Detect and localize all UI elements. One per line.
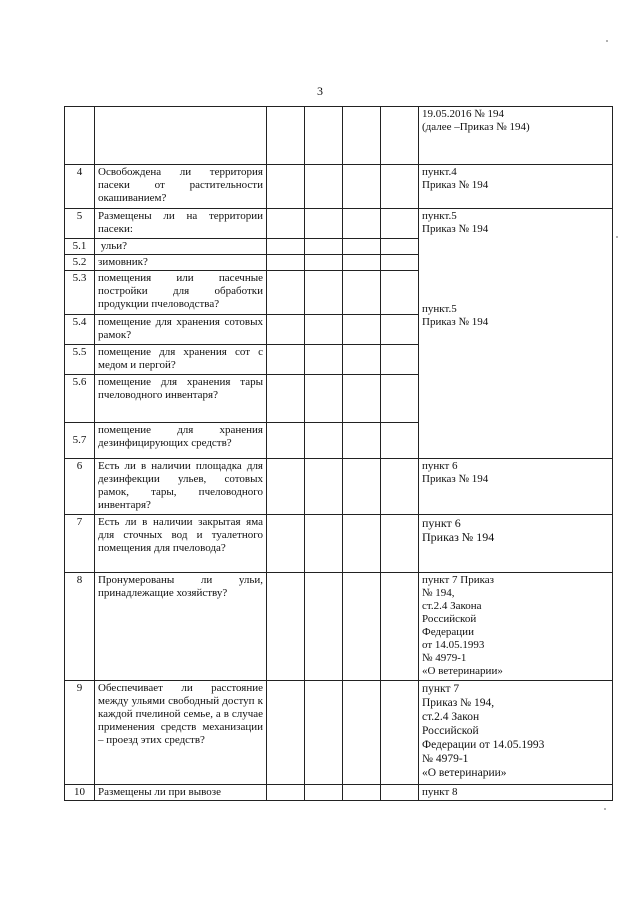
question-cell: помещение для хранения сот с медом и пергой?: [95, 345, 267, 375]
row-number: 8: [65, 573, 95, 681]
answer-na-cell: [343, 681, 381, 785]
comment-cell: [381, 165, 419, 209]
answer-na-cell: [343, 375, 381, 423]
comment-cell: [381, 345, 419, 375]
answer-yes-cell: [267, 239, 305, 255]
question-cell: Пронумерованы ли ульи, принадлежащие хозяйству?: [95, 573, 267, 681]
answer-no-cell: [305, 573, 343, 681]
answer-no-cell: [305, 107, 343, 165]
table-row: [65, 573, 613, 681]
comment-cell: [381, 515, 419, 573]
page-number: 3: [317, 84, 323, 98]
question-cell: помещения или пасечные постройки для обработки продукции пчеловодства?: [95, 271, 267, 315]
answer-yes-cell: [267, 515, 305, 573]
comment-cell: [381, 271, 419, 315]
comment-cell: [381, 209, 419, 239]
row-number: 9: [65, 681, 95, 785]
reference-cell: пункт.4 Приказ № 194: [419, 165, 613, 209]
answer-yes-cell: [267, 459, 305, 515]
question-cell: Размещены ли на территории пасеки:: [95, 209, 267, 239]
answer-no-cell: [305, 515, 343, 573]
answer-no-cell: [305, 681, 343, 785]
row-number: 4: [65, 165, 95, 209]
row-number: 5.6: [65, 375, 95, 423]
comment-cell: [381, 423, 419, 459]
answer-yes-cell: [267, 785, 305, 801]
answer-na-cell: [343, 271, 381, 315]
answer-no-cell: [305, 239, 343, 255]
comment-cell: [381, 681, 419, 785]
question-cell: зимовник?: [95, 255, 267, 271]
comment-cell: [381, 315, 419, 345]
reference-cell: пункт.5 Приказ № 194: [419, 209, 613, 239]
answer-no-cell: [305, 165, 343, 209]
table-row: [65, 515, 613, 573]
answer-no-cell: [305, 345, 343, 375]
reference-cell: пункт 6 Приказ № 194: [419, 459, 613, 515]
question-cell: ульи?: [95, 239, 267, 255]
table-row: [65, 239, 613, 255]
reference-cell: 19.05.2016 № 194 (далее –Приказ № 194): [419, 107, 613, 165]
answer-na-cell: [343, 255, 381, 271]
answer-yes-cell: [267, 423, 305, 459]
comment-cell: [381, 239, 419, 255]
answer-na-cell: [343, 165, 381, 209]
table-row: [65, 459, 613, 515]
question-cell: помещение для хранения сотовых рамок?: [95, 315, 267, 345]
row-number: 5.5: [65, 345, 95, 375]
reference-cell: пункт 7 Приказ № 194, ст.2.4 Закон Российской Федерации от 14.05.1993 № 4979-1 «О ветеринарии»: [419, 681, 613, 785]
comment-cell: [381, 107, 419, 165]
row-number: 5: [65, 209, 95, 239]
scan-speck: [606, 40, 608, 42]
row-number: [65, 107, 95, 165]
scan-speck: [616, 236, 618, 238]
answer-na-cell: [343, 423, 381, 459]
answer-na-cell: [343, 573, 381, 681]
answer-na-cell: [343, 107, 381, 165]
table-row: [65, 681, 613, 785]
answer-no-cell: [305, 785, 343, 801]
row-number: 5.1: [65, 239, 95, 255]
answer-yes-cell: [267, 165, 305, 209]
answer-no-cell: [305, 209, 343, 239]
row-number: 7: [65, 515, 95, 573]
comment-cell: [381, 255, 419, 271]
answer-no-cell: [305, 459, 343, 515]
question-cell: помещение для хранения тары пчеловодного инвентаря?: [95, 375, 267, 423]
answer-na-cell: [343, 459, 381, 515]
answer-yes-cell: [267, 375, 305, 423]
question-cell: Есть ли в наличии закрытая яма для сточных вод и туалетного помещения для пчеловода?: [95, 515, 267, 573]
row-number: 5.4: [65, 315, 95, 345]
answer-na-cell: [343, 515, 381, 573]
table-row: [65, 209, 613, 239]
answer-no-cell: [305, 255, 343, 271]
question-cell: помещение для хранения дезинфицирующих средств?: [95, 423, 267, 459]
answer-yes-cell: [267, 315, 305, 345]
answer-yes-cell: [267, 255, 305, 271]
comment-cell: [381, 573, 419, 681]
answer-yes-cell: [267, 271, 305, 315]
answer-yes-cell: [267, 681, 305, 785]
answer-na-cell: [343, 239, 381, 255]
reference-cell: пункт 7 Приказ № 194, ст.2.4 Закона Российской Федерации от 14.05.1993 № 4979-1 «О ветеринарии»: [419, 573, 613, 681]
answer-yes-cell: [267, 107, 305, 165]
row-number: 5.7: [65, 423, 95, 459]
answer-na-cell: [343, 785, 381, 801]
answer-yes-cell: [267, 345, 305, 375]
question-cell: Размещены ли при вывозе: [95, 785, 267, 801]
question-cell: Обеспечивает ли расстояние между ульями свободный доступ к каждой пчелиной семье, а в случае применения средств механизации – проезд этих средств?: [95, 681, 267, 785]
answer-na-cell: [343, 345, 381, 375]
checklist-table: [64, 106, 613, 801]
question-cell: [95, 107, 267, 165]
answer-yes-cell: [267, 573, 305, 681]
table-row: [65, 165, 613, 209]
comment-cell: [381, 459, 419, 515]
comment-cell: [381, 375, 419, 423]
table-row: [65, 107, 613, 165]
answer-no-cell: [305, 315, 343, 345]
scan-speck: [604, 808, 606, 810]
reference-cell: пункт 6 Приказ № 194: [419, 515, 613, 573]
row-number: 5.2: [65, 255, 95, 271]
reference-cell-group: [419, 239, 613, 459]
comment-cell: [381, 785, 419, 801]
reference-cell: пункт 8: [419, 785, 613, 801]
answer-no-cell: [305, 375, 343, 423]
question-cell: Освобождена ли территория пасеки от растительности окашиванием?: [95, 165, 267, 209]
row-number: 5.3: [65, 271, 95, 315]
answer-na-cell: [343, 315, 381, 345]
reference-cell: пункт.5 Приказ № 194: [422, 302, 489, 328]
answer-no-cell: [305, 423, 343, 459]
table-row: [65, 785, 613, 801]
answer-na-cell: [343, 209, 381, 239]
question-cell: Есть ли в наличии площадка для дезинфекции ульев, сотовых рамок, тары, пчеловодного инвентаря?: [95, 459, 267, 515]
row-number: 10: [65, 785, 95, 801]
answer-yes-cell: [267, 209, 305, 239]
answer-no-cell: [305, 271, 343, 315]
row-number: 6: [65, 459, 95, 515]
